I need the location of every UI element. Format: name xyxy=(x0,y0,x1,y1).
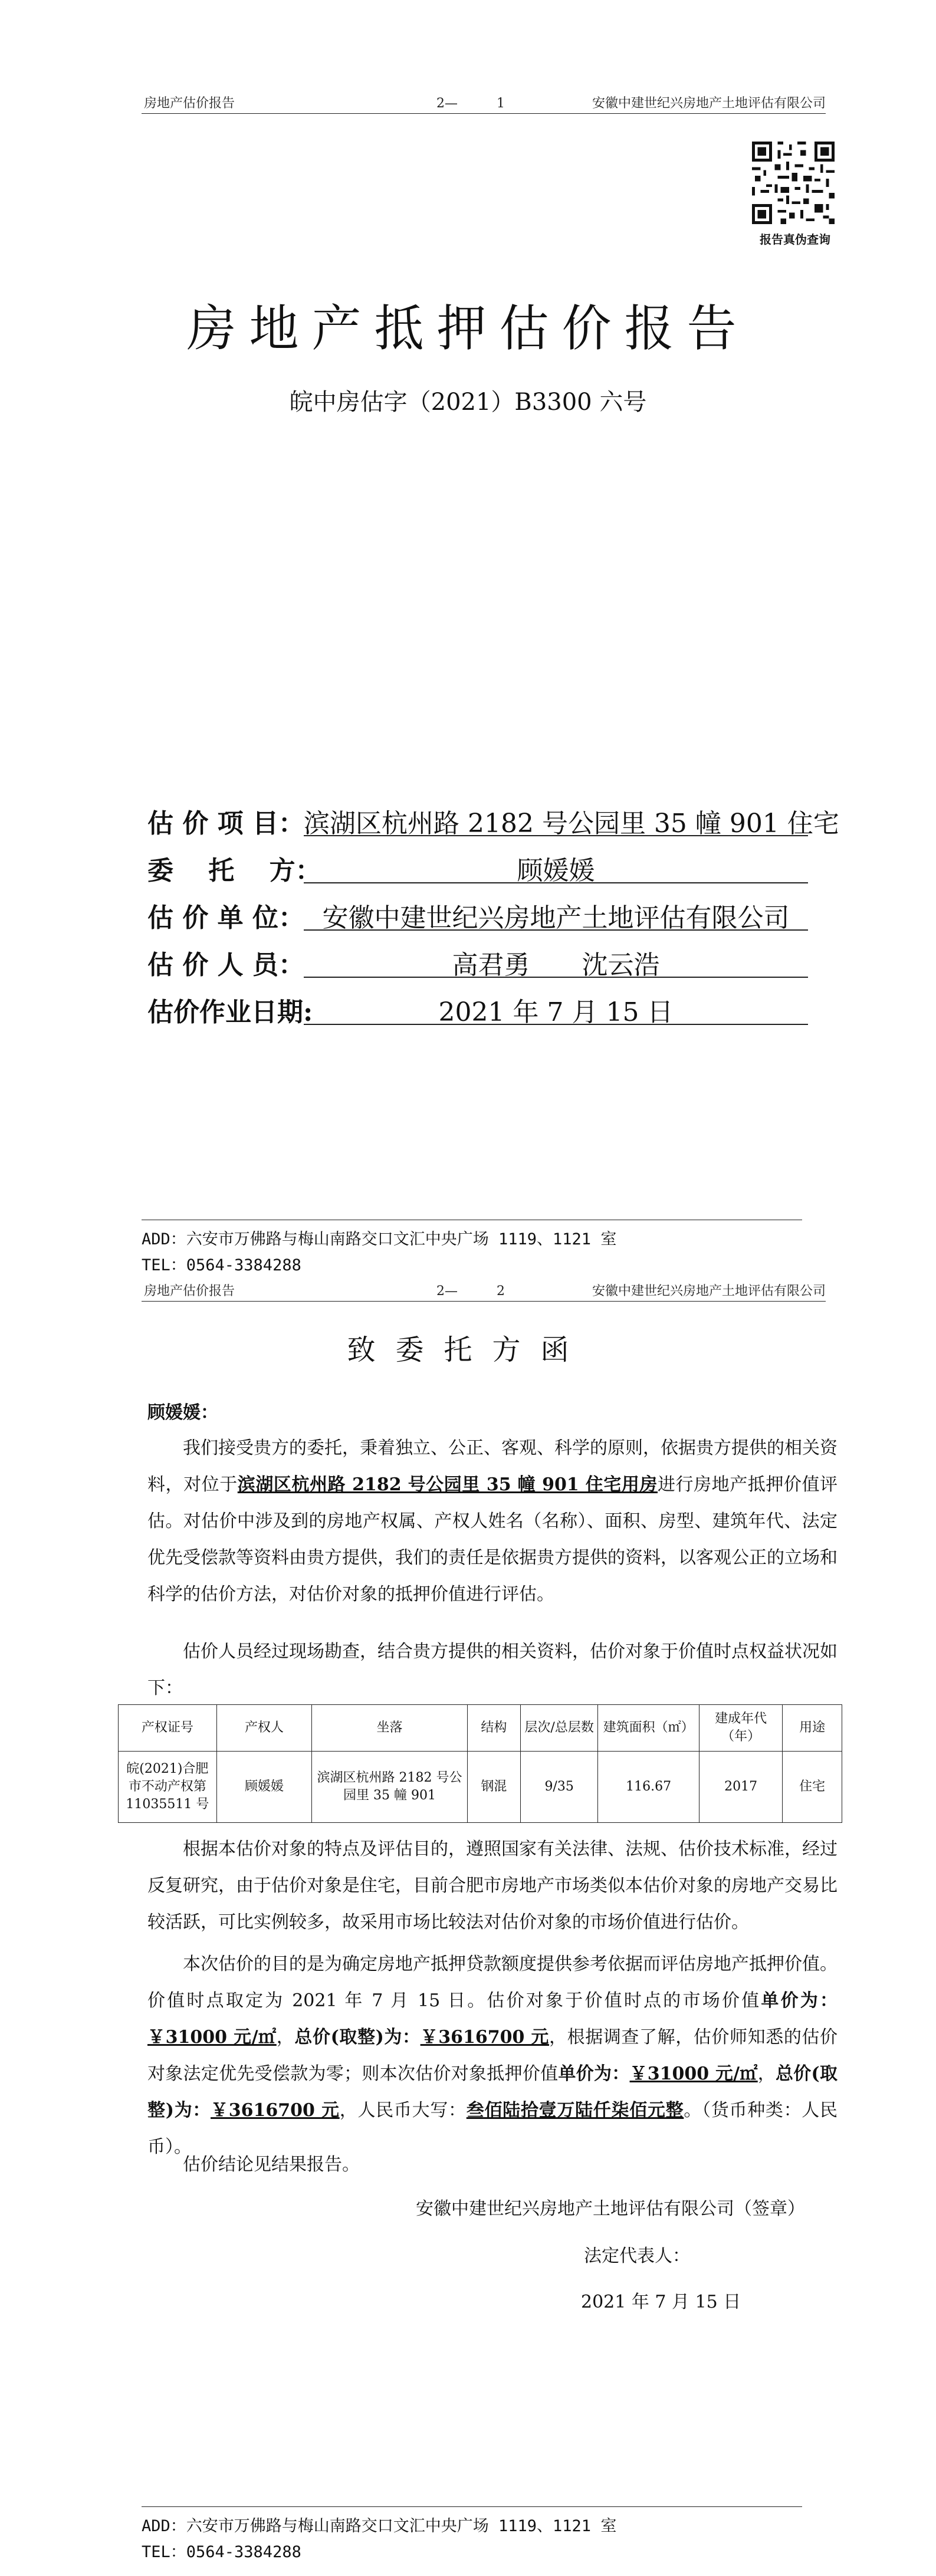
cell-location: 滨湖区杭州路 2182 号公园里 35 幢 901 xyxy=(312,1752,467,1823)
col-header: 层次/总层数 xyxy=(521,1705,598,1752)
field-label: 估 价 单 位： xyxy=(147,903,304,933)
page-header xyxy=(142,90,826,114)
mortgage-unit-price: ￥31000 元/㎡ xyxy=(629,2064,758,2084)
p4-text-mid: ，根据调查了解，估价师知悉的估价对象法定优先受偿款为零；则本次估价对象抵押价值 xyxy=(147,2027,838,2084)
footer-phone: TEL：0564-3384288 xyxy=(142,1256,301,1274)
footer-address: ADD：六安市万佛路与梅山南路交口文汇中央广场 1119、1121 室 xyxy=(142,2517,617,2535)
field-client xyxy=(147,849,808,885)
qr-caption: 报告真伪查询 xyxy=(760,232,830,247)
field-value: 2021 年 7 月 15 日 xyxy=(304,991,808,1025)
cell-cert-no: 皖(2021)合肥市不动产权第 11035511 号 xyxy=(119,1752,217,1823)
unit-price-label: 单价为： xyxy=(761,1990,838,2011)
col-header: 用途 xyxy=(783,1705,842,1752)
field-label: 委 托 方： xyxy=(147,856,321,886)
qr-code-icon[interactable] xyxy=(752,142,835,224)
market-unit-price: ￥31000 元/㎡ xyxy=(147,2027,277,2048)
p4-text: 本次估价的目的是为确定房地产抵押贷款额度提供参考依据而评估房地产抵押价值。价值时点取定为 2021 年 7 月 15 日。估价对象于价值时点的市场价值 xyxy=(147,1954,838,2011)
property-table xyxy=(118,1704,842,1823)
cell-area: 116.67 xyxy=(598,1752,699,1823)
paragraph-1 xyxy=(147,1430,838,1613)
field-appraisers xyxy=(147,944,808,979)
table-header-row xyxy=(119,1705,842,1752)
p4-text-rmb: ，人民币大写： xyxy=(339,2100,467,2121)
letter-date: 2021 年 7 月 15 日 xyxy=(581,2292,741,2312)
header-company: 安徽中建世纪兴房地产土地评估有限公司 xyxy=(592,96,826,111)
paragraph-5: 估价结论见结果报告。 xyxy=(183,2154,360,2175)
p4-sep: ， xyxy=(757,2064,776,2084)
amount-in-words: 叁佰陆拾壹万陆仟柒佰元整 xyxy=(466,2100,684,2121)
report-title: 房地产抵押估价报告 xyxy=(186,300,750,357)
field-value: 滨湖区杭州路 2182 号公园里 35 幢 901 住宅 xyxy=(304,802,808,836)
col-header: 建成年代（年） xyxy=(699,1705,783,1752)
header-left: 房地产估价报告 xyxy=(144,96,235,111)
header-company: 安徽中建世纪兴房地产土地评估有限公司 xyxy=(592,1284,826,1299)
market-total-price: ￥3616700 元 xyxy=(420,2027,549,2048)
company-signature: 安徽中建世纪兴房地产土地评估有限公司（签章） xyxy=(416,2199,805,2219)
field-value: 安徽中建世纪兴房地产土地评估有限公司 xyxy=(304,896,808,931)
col-header: 结构 xyxy=(467,1705,520,1752)
page-number: 2— 1 xyxy=(436,96,505,111)
page-header xyxy=(142,1277,826,1302)
field-appraiser-company xyxy=(147,896,808,932)
field-label: 估价作业日期: xyxy=(147,997,313,1027)
col-header: 建筑面积（㎡） xyxy=(598,1705,699,1752)
p1-text-end: 进行房地产抵押价值评估。对估价中涉及到的房地产权属、产权人姓名（名称）、面积、房型、建筑年代、法定优先受偿款等资料由贵方提供，我们的责任是依据贵方提供的资料，以客观公正的立场和科学的估价方法，对估价对象的抵押价值进行评估。 xyxy=(147,1474,838,1605)
legal-representative: 法定代表人： xyxy=(584,2246,690,2266)
paragraph-2: 估价人员经过现场勘查，结合贵方提供的相关资料，估价对象于价值时点权益状况如下： xyxy=(147,1641,838,1698)
total-price-label: 总价(取整)为： xyxy=(294,2027,421,2048)
page-number: 2— 2 xyxy=(436,1284,505,1299)
field-project xyxy=(147,802,839,839)
cell-structure: 钢混 xyxy=(467,1752,520,1823)
field-label: 估 价 人 员： xyxy=(147,950,304,980)
p4-text-end: 。（货币种类：人民币）。 xyxy=(147,2100,838,2157)
salutation: 顾媛媛： xyxy=(147,1402,218,1423)
field-date xyxy=(147,991,808,1026)
mortgage-total-label: 总价(取整)为： xyxy=(147,2064,838,2121)
footer-address: ADD：六安市万佛路与梅山南路交口文汇中央广场 1119、1121 室 xyxy=(142,1230,617,1248)
cell-owner: 顾媛媛 xyxy=(216,1752,312,1823)
table-row xyxy=(119,1752,842,1823)
paragraph-3: 根据本估价对象的特点及评估目的，遵照国家有关法律、法规、估价技术标准，经过反复研究，由于估价对象是住宅，目前合肥市房地产市场类似本估价对象的房地产交易比较活跃，可比实例较多，故采用市场比较法对估价对象的市场价值进行估价。 xyxy=(147,1839,838,1933)
paragraph-4 xyxy=(147,1946,838,2166)
mortgage-total-price: ￥3616700 元 xyxy=(211,2100,340,2121)
cell-use: 住宅 xyxy=(783,1752,842,1823)
mortgage-unit-label: 单价为： xyxy=(558,2064,630,2084)
field-value: 顾媛媛 xyxy=(304,849,808,883)
footer-phone: TEL：0564-3384288 xyxy=(142,2543,301,2561)
cell-year: 2017 xyxy=(699,1752,783,1823)
footer-divider xyxy=(142,2506,802,2507)
letter-title: 致委托方函 xyxy=(347,1333,589,1366)
property-address: 滨湖区杭州路 2182 号公园里 35 幢 901 住宅用房 xyxy=(237,1474,658,1495)
field-label: 估 价 项 目： xyxy=(147,809,304,839)
p1-text: 我们接受贵方的委托，秉着独立、公正、客观、科学的原则，依据贵方提供的相关资料，对位于 xyxy=(147,1438,838,1495)
col-header: 坐落 xyxy=(312,1705,467,1752)
document-number: 皖中房估字（2021）B3300 六号 xyxy=(289,389,647,416)
col-header: 产权证号 xyxy=(119,1705,217,1752)
cell-floor: 9/35 xyxy=(521,1752,598,1823)
col-header: 产权人 xyxy=(216,1705,312,1752)
header-left: 房地产估价报告 xyxy=(144,1284,235,1299)
field-value: 高君勇 沈云浩 xyxy=(304,944,808,978)
p4-sep: ， xyxy=(276,2027,295,2048)
